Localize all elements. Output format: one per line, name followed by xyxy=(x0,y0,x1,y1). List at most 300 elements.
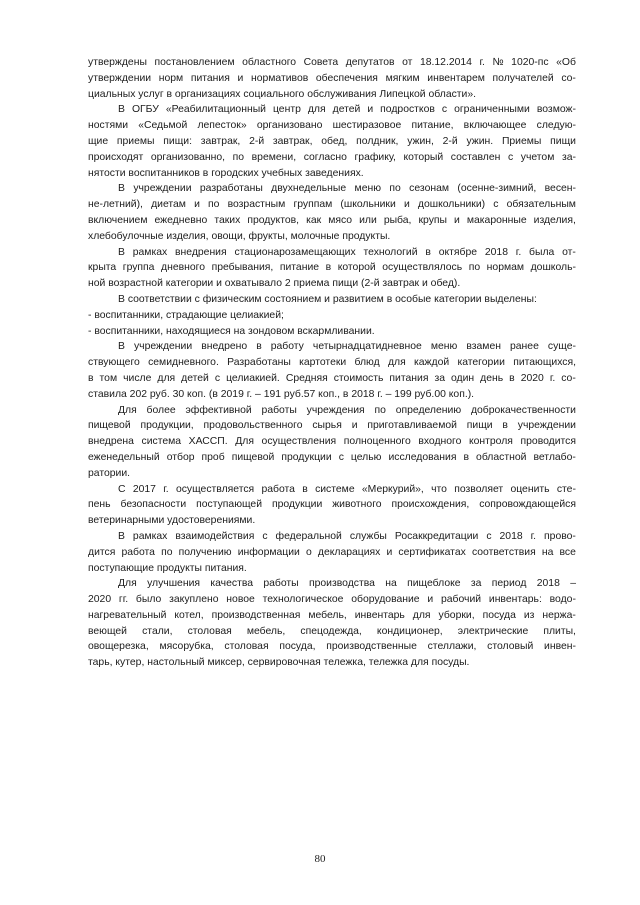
text-line xyxy=(88,545,576,561)
word: суще- xyxy=(547,341,576,353)
word: в xyxy=(502,420,508,432)
word: осуществлялось xyxy=(382,262,463,274)
word: который xyxy=(403,151,444,163)
word: областного xyxy=(242,57,297,68)
word: взамен xyxy=(466,341,501,353)
word: Росаккредитации xyxy=(394,530,479,542)
word: учетом xyxy=(520,151,555,163)
word: по xyxy=(161,546,173,558)
word: Для xyxy=(235,436,254,448)
word: (осенне-зимний, xyxy=(457,183,537,195)
word: (школьники xyxy=(340,199,396,211)
word: включением xyxy=(88,214,148,226)
word: нержа- xyxy=(542,609,576,621)
word: котел, xyxy=(174,609,204,621)
word: столовая xyxy=(187,625,232,637)
text-line xyxy=(88,150,576,166)
word: 2018 xyxy=(536,578,560,590)
word: веющей xyxy=(88,625,127,637)
word: уборки, xyxy=(438,609,475,621)
word: в xyxy=(302,483,308,495)
word: весен- xyxy=(544,183,576,195)
word: 2-й xyxy=(442,135,458,147)
word: Средняя xyxy=(285,372,328,384)
word: по xyxy=(232,151,245,163)
word: производственные xyxy=(326,641,417,653)
text-line: хлебобулочные изделия, овощи, фрукты, молочные продукты. xyxy=(88,230,391,242)
word: как xyxy=(306,214,322,226)
word: ранее xyxy=(510,341,539,353)
word: с xyxy=(338,451,344,463)
word: все xyxy=(559,546,576,558)
word: г. xyxy=(515,246,522,258)
word: дится xyxy=(88,546,116,558)
word: из xyxy=(523,609,535,621)
word: диетам xyxy=(151,199,186,211)
word: дошкольники) xyxy=(417,199,486,211)
text-line xyxy=(88,576,576,592)
word: графику, xyxy=(354,151,396,163)
word: доброкачественности xyxy=(470,404,576,416)
word: «Об xyxy=(556,57,576,68)
word: организовано xyxy=(256,120,323,132)
word: стали, xyxy=(142,625,173,637)
word: по xyxy=(208,199,220,211)
word: В xyxy=(118,183,125,195)
word: работы xyxy=(261,404,297,416)
text-line xyxy=(88,371,576,387)
text-line: ной возрастной категории и охватывало 2 приема пищи (2-й завтрак и обед). xyxy=(88,278,461,290)
word: рамках xyxy=(132,530,168,542)
word: гг. xyxy=(118,594,129,606)
word: семидневного. xyxy=(148,357,219,369)
word: столовая xyxy=(224,641,269,653)
word: и xyxy=(351,420,358,432)
word: В xyxy=(118,246,125,258)
word: сте- xyxy=(556,483,576,495)
word: г. xyxy=(479,57,485,68)
text-line xyxy=(88,181,576,197)
word: ужин. xyxy=(466,135,494,147)
word: период xyxy=(491,578,527,590)
word: завтрак, xyxy=(200,135,241,147)
word: обеспечения xyxy=(315,72,378,84)
word: числе xyxy=(123,372,152,384)
text-line: ратории. xyxy=(88,467,131,479)
word: питание, xyxy=(411,120,454,132)
word: работа xyxy=(261,483,295,495)
word: не-летний), xyxy=(88,199,143,211)
text-line xyxy=(88,355,576,371)
word: более xyxy=(146,404,176,416)
word: ограниченными xyxy=(454,104,530,116)
page-number: 80 xyxy=(314,853,326,865)
word: крупы xyxy=(418,214,447,226)
word: макаронные xyxy=(466,214,527,226)
word: посуда xyxy=(482,609,516,621)
word: постановлением xyxy=(154,57,235,68)
word: происхождения, xyxy=(391,499,470,511)
word: в xyxy=(256,341,262,353)
word: службы xyxy=(349,530,387,542)
word: продовольственного xyxy=(203,420,303,432)
word: приготавливаемой xyxy=(367,420,457,432)
word: инвентарь xyxy=(354,609,405,621)
word: внедрено xyxy=(201,341,248,353)
word: продукции, xyxy=(140,420,194,432)
word: учреждении xyxy=(133,183,192,195)
text-line xyxy=(88,197,576,213)
word: производства xyxy=(309,578,375,590)
word: картотеки xyxy=(299,357,347,369)
word: мягким xyxy=(385,72,420,84)
word: федеральной xyxy=(275,530,342,542)
word: – xyxy=(570,578,576,590)
word: осуществляется xyxy=(175,483,255,495)
word: эффективной xyxy=(185,404,252,416)
word: рыба, xyxy=(383,214,412,226)
word: нормам xyxy=(486,262,525,274)
word: целью xyxy=(350,451,382,463)
word: было xyxy=(135,594,162,606)
text-line xyxy=(88,118,576,134)
word: двухнедельные xyxy=(271,183,347,195)
word: пищевой xyxy=(231,451,275,463)
text-line xyxy=(88,482,576,498)
word: с xyxy=(214,372,221,384)
word: № xyxy=(492,57,504,68)
word: рабочий xyxy=(441,594,482,606)
text-line: тарь, кутер, настольный миксер, сервировочная тележка, тележка для посуды. xyxy=(88,657,470,669)
word: г. xyxy=(549,372,556,384)
word: В xyxy=(118,341,125,353)
word: областной xyxy=(476,451,527,463)
word: щие xyxy=(88,135,109,147)
word: с xyxy=(507,151,514,163)
word: пребывания, xyxy=(211,262,274,274)
word: спецодежда, xyxy=(300,625,362,637)
word: оценить xyxy=(510,483,550,495)
word: и xyxy=(367,104,374,116)
word: группам xyxy=(293,199,333,211)
word: и xyxy=(386,546,393,558)
word: с xyxy=(441,104,448,116)
word: продукции xyxy=(281,451,332,463)
word: Приемы xyxy=(501,135,542,147)
word: ветлабо- xyxy=(533,451,576,463)
word: питания xyxy=(190,72,230,84)
word: следую- xyxy=(536,120,576,132)
word: или xyxy=(359,214,377,226)
word: «Седьмой xyxy=(138,120,188,132)
text-line: нятости воспитанников в городских учебных заведениях. xyxy=(88,167,364,179)
word: пищеблоке xyxy=(407,578,461,590)
word: четырнадцатидневное xyxy=(312,341,422,353)
word: со- xyxy=(561,372,576,384)
word: улучшения xyxy=(147,578,201,590)
word: включающее xyxy=(463,120,527,132)
word: о xyxy=(305,546,312,558)
word: по xyxy=(468,262,481,274)
word: Совета xyxy=(303,57,339,68)
word: производственная xyxy=(211,609,301,621)
word: для xyxy=(387,357,406,369)
word: лепесток» xyxy=(197,120,247,132)
word: возмож- xyxy=(536,104,576,116)
word: за- xyxy=(561,151,576,163)
word: с xyxy=(262,530,268,542)
word: мебель, xyxy=(246,625,286,637)
word: шестиразовое xyxy=(332,120,402,132)
word: проб xyxy=(201,451,225,463)
word: рамках xyxy=(132,246,168,258)
word: 2018 xyxy=(484,246,508,258)
word: исследования xyxy=(388,451,457,463)
word: внедрена xyxy=(88,436,134,448)
word: и xyxy=(454,214,460,226)
word: овощерезка, xyxy=(88,641,149,653)
word: группа xyxy=(122,262,155,274)
word: нагревательный xyxy=(88,609,167,621)
word: центр xyxy=(272,104,301,116)
word: продукции xyxy=(271,499,323,511)
word: утверждены xyxy=(88,57,147,68)
word: электрические xyxy=(457,625,529,637)
word: инвентарем xyxy=(427,72,485,84)
word: информации xyxy=(237,546,300,558)
word: утверждении xyxy=(88,72,152,84)
text-line xyxy=(88,339,576,355)
word: 2020 xyxy=(88,594,112,606)
word: с xyxy=(486,530,492,542)
text-line xyxy=(88,624,576,640)
word: Для xyxy=(118,404,137,416)
text-line: поступающие продукты питания. xyxy=(88,562,247,574)
word: работы xyxy=(263,578,299,590)
word: от xyxy=(402,57,413,68)
word: пень xyxy=(88,499,111,511)
word: технологическое xyxy=(262,594,344,606)
word: В xyxy=(118,104,125,116)
word: учреждении xyxy=(133,341,193,353)
word: дошколь- xyxy=(530,262,576,274)
word: прово- xyxy=(544,530,576,542)
word: продуктов, xyxy=(247,214,300,226)
word: том xyxy=(99,372,118,384)
text-line xyxy=(88,403,576,419)
word: закуплено xyxy=(169,594,219,606)
word: что xyxy=(431,483,447,495)
word: пищевой xyxy=(88,420,131,432)
word: В xyxy=(118,530,125,542)
word: осуществления xyxy=(261,436,337,448)
body-text xyxy=(88,55,576,671)
word: была xyxy=(529,246,555,258)
word: еженедельный xyxy=(88,451,160,463)
word: с xyxy=(493,199,499,211)
word: депутатов xyxy=(345,57,395,68)
word: таких xyxy=(214,214,241,226)
text-line xyxy=(88,639,576,655)
word: со- xyxy=(561,72,576,84)
word: стеллажи, xyxy=(427,641,477,653)
word: система xyxy=(141,436,182,448)
text-line: ветеринарными удостоверениями. xyxy=(88,515,256,527)
text-line xyxy=(88,55,576,71)
word: работу xyxy=(270,341,304,353)
word: 2018 xyxy=(499,530,523,542)
word: и xyxy=(194,199,200,211)
word: от- xyxy=(562,246,576,258)
word: инвен- xyxy=(544,641,576,653)
word: составлен xyxy=(450,151,501,163)
word: 2-й xyxy=(249,135,265,147)
word: работа xyxy=(121,546,155,558)
word: взаимодействия xyxy=(175,530,255,542)
word: декларациях xyxy=(317,546,381,558)
word: крыта xyxy=(88,262,117,274)
word: происходят xyxy=(88,151,144,163)
word: Разработаны xyxy=(227,357,291,369)
word: посуда, xyxy=(279,641,316,653)
word: новое xyxy=(226,594,255,606)
text-line: В соответствии с физическим состоянием и развитием в особые категории выделены: xyxy=(118,293,537,305)
word: изделия, xyxy=(533,214,576,226)
text-line xyxy=(88,529,576,545)
word: организованно, xyxy=(150,151,226,163)
word: пищи xyxy=(466,420,493,432)
word: питающихся, xyxy=(513,357,576,369)
word: С xyxy=(118,483,126,495)
word: детей xyxy=(181,372,209,384)
word: для xyxy=(157,372,176,384)
word: г. xyxy=(530,530,537,542)
word: каждой xyxy=(414,357,450,369)
word: ужин, xyxy=(407,135,434,147)
word: день xyxy=(480,372,504,384)
word: в xyxy=(463,451,470,463)
word: сопровождающейся xyxy=(479,499,576,511)
word: которой xyxy=(337,262,376,274)
word: оборудование xyxy=(351,594,420,606)
word: сырья xyxy=(312,420,342,432)
word: ствующего xyxy=(88,357,140,369)
word: по xyxy=(389,183,401,195)
text-line xyxy=(88,102,576,118)
word: 18.12.2014 xyxy=(419,57,472,68)
word: инвентарь: xyxy=(488,594,542,606)
word: позволяет xyxy=(454,483,504,495)
word: безопасности xyxy=(120,499,187,511)
word: за xyxy=(470,578,482,590)
word: «Меркурий», xyxy=(361,483,424,495)
word: обязательным xyxy=(506,199,576,211)
word: норм xyxy=(158,72,184,84)
text-line xyxy=(88,608,576,624)
word: стоимость xyxy=(333,372,384,384)
word: в xyxy=(88,372,94,384)
word: по xyxy=(374,404,386,416)
text-line: - воспитанники, находящиеся на зондовом вскармливании. xyxy=(88,325,375,337)
text-line xyxy=(88,592,576,608)
word: учреждения xyxy=(306,404,365,416)
text-line xyxy=(88,418,576,434)
word: столовый xyxy=(487,641,534,653)
word: за xyxy=(434,372,445,384)
word: определению xyxy=(395,404,462,416)
word: категории xyxy=(457,357,505,369)
word: меню xyxy=(430,341,458,353)
word: мясо xyxy=(328,214,353,226)
word: сертификатах xyxy=(398,546,466,558)
word: системе xyxy=(315,483,355,495)
word: полдник, xyxy=(356,135,399,147)
word: получению xyxy=(178,546,232,558)
word: и xyxy=(237,72,244,84)
word: ностями xyxy=(88,120,129,132)
word: 1020-пс xyxy=(511,57,549,68)
word: мебель, xyxy=(308,609,347,621)
word: соответствия xyxy=(471,546,536,558)
word: обед, xyxy=(321,135,348,147)
word: целиакией. xyxy=(226,372,280,384)
word: плиты, xyxy=(543,625,576,637)
word: нормативов xyxy=(250,72,309,84)
word: пищи: xyxy=(163,135,192,147)
word: ежедневно xyxy=(154,214,208,226)
word: питания xyxy=(389,372,429,384)
word: ОГБУ xyxy=(131,104,159,116)
word: технологий xyxy=(363,246,418,258)
word: полноценного xyxy=(343,436,411,448)
text-line xyxy=(88,213,576,229)
word: 2017 xyxy=(132,483,156,495)
word: кондиционер, xyxy=(376,625,443,637)
word: завтрак, xyxy=(272,135,313,147)
word: пищи xyxy=(550,135,576,147)
word: питание xyxy=(279,262,320,274)
word: внедрения xyxy=(175,246,227,258)
word: животного xyxy=(332,499,382,511)
word: поступающей xyxy=(196,499,263,511)
word: контроля xyxy=(468,436,513,448)
word: учреждении xyxy=(517,420,576,432)
text-line xyxy=(88,71,576,87)
word: возрастным xyxy=(227,199,286,211)
word: для xyxy=(412,609,431,621)
word: г. xyxy=(163,483,169,495)
word: меню xyxy=(354,183,382,195)
word: согласно xyxy=(303,151,347,163)
word: блюд xyxy=(354,357,380,369)
word: сезонам xyxy=(409,183,450,195)
word: «Реабилитационный xyxy=(165,104,266,116)
word: приемы xyxy=(116,135,155,147)
word: 2020 xyxy=(520,372,544,384)
word: детей xyxy=(332,104,361,116)
word: Для xyxy=(118,578,137,590)
word: качества xyxy=(210,578,254,590)
word: один xyxy=(451,372,475,384)
word: отбор xyxy=(166,451,195,463)
word: водо- xyxy=(549,594,576,606)
word: получателей xyxy=(492,72,554,84)
word: дневного xyxy=(161,262,205,274)
word: проводится xyxy=(520,436,576,448)
word: в xyxy=(325,262,332,274)
word: подростков xyxy=(380,104,435,116)
word: и xyxy=(403,199,410,211)
